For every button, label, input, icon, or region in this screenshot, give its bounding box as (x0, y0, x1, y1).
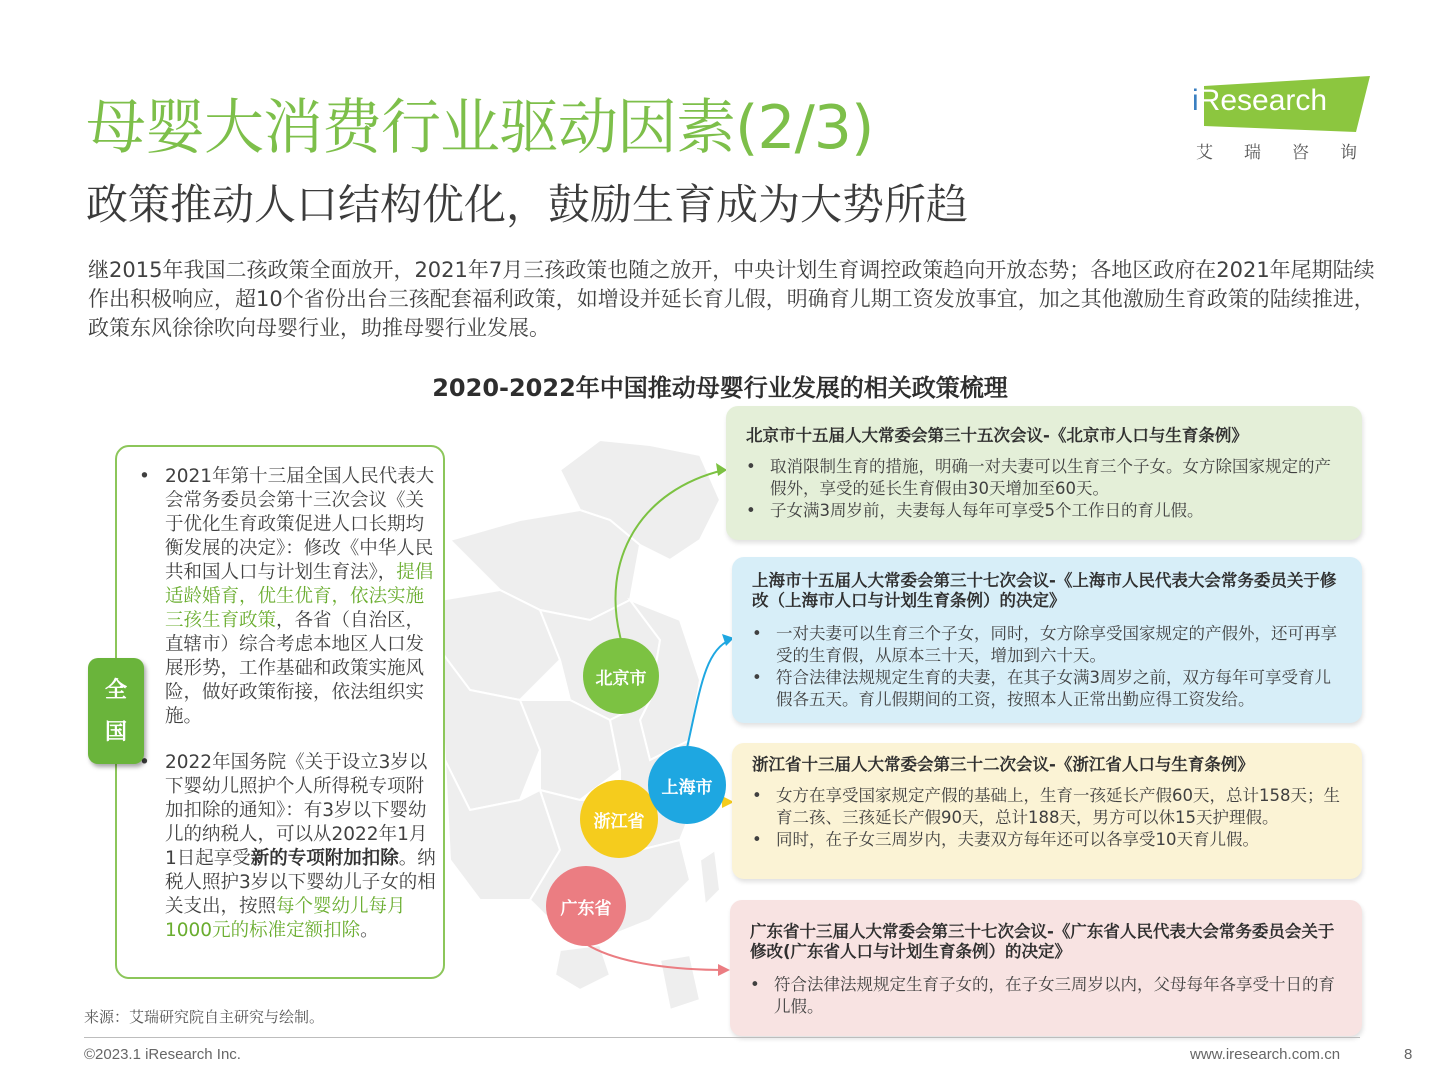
highlight-text: 每个婴幼儿每月1000元的标准定额扣除 (165, 896, 406, 941)
policy-item: • 符合法律法规规定生育的夫妻，在其子女满3周岁之前，双方每年可享受育儿假各五天。育儿假期间的工资，按照本人正常出勤应得工资发给。 (750, 667, 1342, 711)
policy-title: 浙江省十三届人大常委会第三十二次会议-《浙江省人口与生育条例》 (752, 755, 1254, 774)
policy-list (744, 456, 1344, 522)
policy-title: 北京市十五届人大常委会第三十五次会议-《北京市人口与生育条例》 (746, 426, 1248, 445)
policy-box-zhejiang (732, 743, 1362, 879)
region-shanghai-badge: 上海市 (648, 746, 726, 824)
page-subtitle: 政策推动人口结构优化，鼓励生育成为大势所趋 (86, 180, 969, 229)
policy-item: • 一对夫妻可以生育三个子女，同时，女方除享受国家规定的产假外，还可再享受的生育假，从原本三十天，增加到六十天。 (750, 623, 1342, 667)
logo-research: Research (1198, 84, 1328, 117)
national-policy-item: • 2021年第十三届全国人民代表大会常务委员会第十三次会议《关于优化生育政策促进人口长期均衡发展的决定》：修改《中华人民共和国人口与计划生育法》，提倡适龄婚育，优生优育，依法实施三孩生育政策，各省（自治区，直辖市）综合考虑本地区人口发展形势，工作基础和政策实施风险，做好政策衔接，依法组织实施。 (137, 465, 437, 729)
intro-paragraph: 继2015年我国二孩政策全面放开，2021年7月三孩政策也随之放开，中央计划生育调控政策趋向开放态势；各地区政府在2021年尾期陆续作出积极响应，超10个省份出台三孩配套福利政策，如增设并延长育儿假，明确育儿期工资发放事宜，加之其他激励生育政策的陆续推进，政策东风徐徐吹向母婴行业，助推母婴行业发展。 (88, 258, 1375, 340)
policy-item: • 女方在享受国家规定产假的基础上，生育一孩延长产假60天，总计158天；生育二孩、三孩延长产假90天，总计188天，男方可以休15天护理假。 (750, 785, 1340, 829)
national-policy-list (137, 465, 437, 965)
policy-list (750, 785, 1340, 851)
page-number: 8 (1404, 1046, 1413, 1063)
policy-box-shanghai (732, 557, 1362, 723)
policy-item: • 取消限制生育的措施，明确一对夫妻可以生育三个子女。女方除国家规定的产假外，享受的延长生育假由30天增加至60天。 (744, 456, 1344, 500)
bold-text: 新的专项附加扣除 (250, 848, 399, 869)
region-zhejiang-badge: 浙江省 (580, 780, 658, 858)
highlight-text: 提倡适龄婚育，优生优育，依法实施三孩生育政策 (165, 562, 434, 631)
map-region-taiwan (700, 850, 720, 905)
website-link[interactable]: www.iresearch.com.cn (1190, 1046, 1341, 1063)
region-guangdong-badge: 广东省 (546, 866, 626, 946)
footer-divider (84, 1037, 1360, 1038)
arrow-guangdong-head (718, 964, 730, 976)
source-note: 来源：艾瑞研究院自主研究与绘制。 (84, 1008, 325, 1026)
copyright: ©2023.1 iResearch Inc. (84, 1046, 241, 1063)
policy-list (750, 623, 1342, 711)
national-policy-item: • 2022年国务院《关于设立3岁以下婴幼儿照护个人所得税专项附加扣除的通知》：有3岁以下婴幼儿的纳税人，可以从2022年1月1日起享受新的专项附加扣除。纳税人照护3岁以下婴幼儿子女的相关支出，按照每个婴幼儿每月1000元的标准定额扣除。 (137, 751, 437, 943)
policy-item: • 子女满3周岁前，夫妻每人每年可享受5个工作日的育儿假。 (744, 500, 1344, 522)
policy-box-guangdong (730, 900, 1362, 1036)
policy-item: • 符合法律法规规定生育子女的，在子女三周岁以内，父母每年各享受十日的育儿假。 (748, 974, 1338, 1018)
page-title: 母婴大消费行业驱动因素(2/3) (86, 93, 874, 163)
national-tag: 全 国 (88, 658, 144, 764)
logo-i: i (1192, 84, 1199, 117)
policy-title: 上海市十五届人大常委会第三十七次会议-《上海市人民代表大会常务委员关于修改（上海市人口与计划生育条例）的决定》 (752, 571, 1337, 610)
chart-title: 2020-2022年中国推动母婴行业发展的相关政策梳理 (432, 374, 1008, 402)
policy-title: 广东省十三届人大常委会第三十七次会议-《广东省人民代表大会常务委员会关于修改(广东省人口与计划生育条例）的决定》 (750, 922, 1335, 961)
policy-list (748, 974, 1338, 1018)
region-beijing-badge: 北京市 (583, 638, 659, 714)
logo-chinese: 艾瑞咨询 (1196, 143, 1388, 163)
national-policy-box (115, 445, 445, 979)
policy-box-beijing (726, 406, 1362, 540)
map-region-islands (660, 955, 700, 1010)
policy-item: • 同时，在子女三周岁内，夫妻双方每年还可以各享受10天育儿假。 (750, 829, 1340, 851)
